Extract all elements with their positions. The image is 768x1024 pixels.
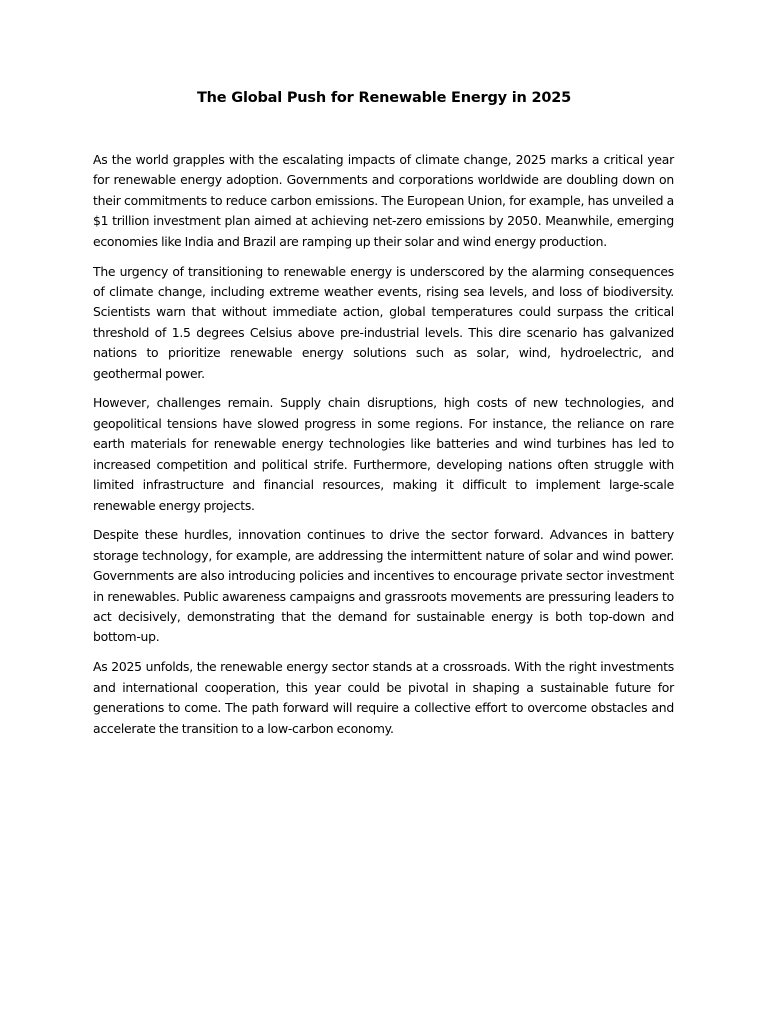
paragraph-1: As the world grapples with the escalating impacts of climate change, 2025 marks a critical year for renewable energy adoption. Governments and corporations worldwide are doubling down on their commitments to reduce carbon emissions. The European Union, for example, has unveiled a $1 trillion investment plan aimed at achieving net-zero emissions by 2050. Meanwhile, emerging economies like India and Brazil are ramping up their solar and wind energy production.	[93, 152, 674, 249]
document-title: The Global Push for Renewable Energy in 2025	[196, 90, 572, 106]
document-body	[93, 150, 674, 748]
paragraph-5: As 2025 unfolds, the renewable energy sector stands at a crossroads. With the right investments and international cooperation, this year could be pivotal in shaping a sustainable future for generations to come. The path forward will require a collective effort to overcome obstacles and accelerate the transition to a low-carbon economy.	[93, 659, 674, 736]
paragraph-4: Despite these hurdles, innovation continues to drive the sector forward. Advances in battery storage technology, for example, are addressing the intermittent nature of solar and wind power. Governments are also introducing policies and incentives to encourage private sector investment in renewables. Public awareness campaigns and grassroots movements are pressuring leaders to act decisively, demonstrating that the demand for sustainable energy is both top-down and bottom-up.	[93, 527, 674, 645]
paragraph-2: The urgency of transitioning to renewable energy is underscored by the alarming consequences of climate change, including extreme weather events, rising sea levels, and loss of biodiversity. Scientists warn that without immediate action, global temperatures could surpass the critical threshold of 1.5 degrees Celsius above pre-industrial levels. This dire scenario has galvanized nations to prioritize renewable energy solutions such as solar, wind, hydroelectric, and geothermal power.	[93, 263, 674, 381]
paragraph-3: However, challenges remain. Supply chain disruptions, high costs of new technologies, and geopolitical tensions have slowed progress in some regions. For instance, the reliance on rare earth materials for renewable energy technologies like batteries and wind turbines has led to increased competition and political strife. Furthermore, developing nations often struggle with limited infrastructure and financial resources, making it difficult to implement large-scale renewable energy projects.	[93, 395, 674, 513]
